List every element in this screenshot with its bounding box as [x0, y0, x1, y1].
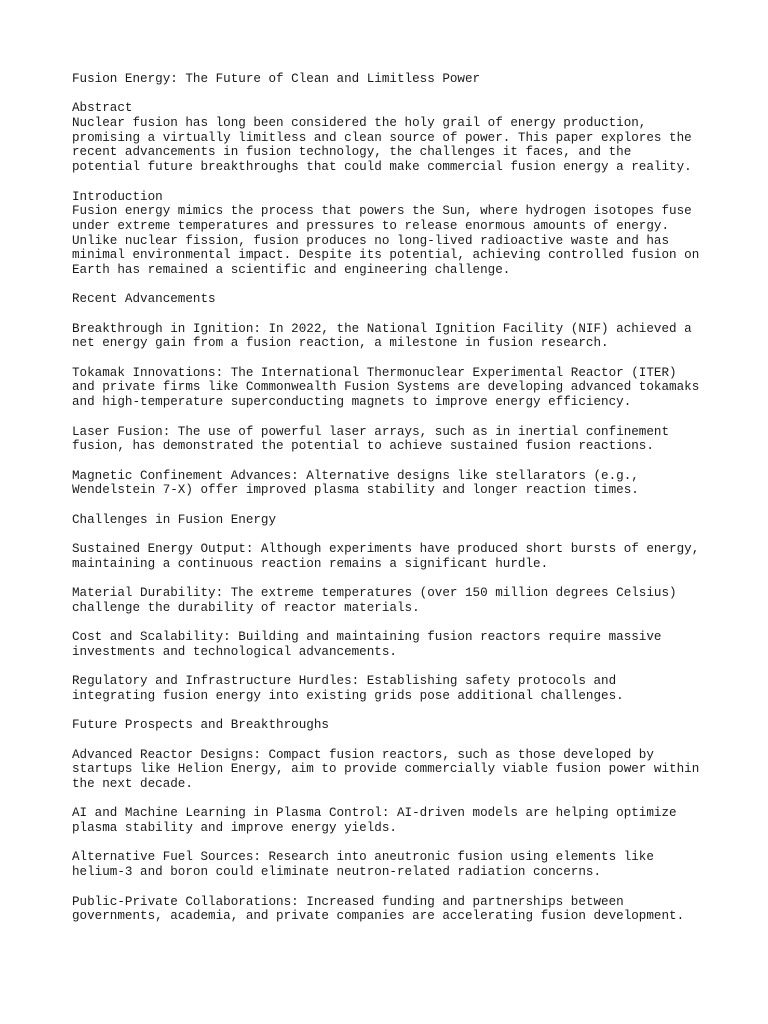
item-line: net energy gain from a fusion reaction, a milestone in fusion research. [72, 336, 609, 351]
item-line: startups like Helion Energy, aim to provide commercially viable fusion power within [72, 762, 700, 777]
introduction-section [72, 190, 712, 278]
challenge-item [72, 542, 712, 571]
item-line: challenge the durability of reactor materials. [72, 600, 420, 615]
item-line: Alternative Fuel Sources: Research into aneutronic fusion using elements like [72, 850, 654, 865]
introduction-line: under extreme temperatures and pressures to release enormous amounts of energy. [72, 218, 670, 233]
item-line: maintaining a continuous reaction remains a significant hurdle. [72, 556, 549, 571]
item-line: Advanced Reactor Designs: Compact fusion reactors, such as those developed by [72, 747, 654, 762]
item-line: Magnetic Confinement Advances: Alternative designs like stellarators (e.g., [72, 468, 639, 483]
introduction-line: Earth has remained a scientific and engineering challenge. [72, 262, 511, 277]
item-line: Breakthrough in Ignition: In 2022, the National Ignition Facility (NIF) achieved a [72, 321, 692, 336]
item-line: Material Durability: The extreme temperatures (over 150 million degrees Celsius) [72, 586, 677, 601]
item-line: and private firms like Commonwealth Fusion Systems are developing advanced tokamaks [72, 380, 700, 395]
introduction-line: Fusion energy mimics the process that powers the Sun, where hydrogen isotopes fuse [72, 204, 692, 219]
item-line: Sustained Energy Output: Although experiments have produced short bursts of energy, [72, 542, 700, 556]
abstract-line: recent advancements in fusion technology, the challenges it faces, and the [72, 145, 632, 160]
future-item [72, 748, 712, 792]
advancement-item [72, 322, 712, 351]
item-line: helium-3 and boron could eliminate neutron-related radiation concerns. [72, 865, 602, 880]
item-line: Public-Private Collaborations: Increased funding and partnerships between [72, 894, 624, 909]
item-line: Cost and Scalability: Building and maintaining fusion reactors require massive [72, 630, 662, 645]
document-page [72, 72, 712, 924]
item-line: governments, academia, and private companies are accelerating fusion development. [72, 909, 685, 924]
abstract-line: promising a virtually limitless and clean source of power. This paper explores the [72, 130, 692, 145]
advancement-item [72, 425, 712, 454]
section-heading-future: Future Prospects and Breakthroughs [72, 718, 329, 733]
advancement-item [72, 366, 712, 410]
item-line: and high-temperature superconducting magnets to improve energy efficiency. [72, 395, 632, 410]
item-line: AI and Machine Learning in Plasma Control: AI-driven models are helping optimize [72, 806, 677, 821]
item-line: Wendelstein 7-X) offer improved plasma stability and longer reaction times. [72, 483, 639, 498]
future-item [72, 850, 712, 879]
abstract-section [72, 101, 712, 174]
introduction-line: Unlike nuclear fission, fusion produces no long-lived radioactive waste and has [72, 233, 670, 248]
abstract-line: Nuclear fusion has long been considered the holy grail of energy production, [72, 116, 647, 131]
section-heading-abstract: Abstract [72, 101, 133, 116]
challenge-item [72, 674, 712, 703]
item-line: Tokamak Innovations: The International Thermonuclear Experimental Reactor (ITER) [72, 365, 677, 380]
item-line: Regulatory and Infrastructure Hurdles: Establishing safety protocols and [72, 674, 617, 689]
introduction-line: minimal environmental impact. Despite its potential, achieving controlled fusion on [72, 248, 700, 263]
document-title: Fusion Energy: The Future of Clean and Limitless Power [72, 72, 481, 86]
abstract-line: potential future breakthroughs that could make commercial fusion energy a reality. [72, 160, 692, 175]
section-heading-recent-advancements: Recent Advancements [72, 292, 216, 307]
item-line: Laser Fusion: The use of powerful laser arrays, such as in inertial confinement [72, 424, 670, 439]
item-line: integrating fusion energy into existing grids pose additional challenges. [72, 688, 624, 703]
section-heading-introduction: Introduction [72, 189, 163, 204]
section-heading-challenges: Challenges in Fusion Energy [72, 512, 277, 527]
item-line: the next decade. [72, 777, 193, 791]
challenge-item [72, 630, 712, 659]
advancement-item [72, 469, 712, 498]
item-line: fusion, has demonstrated the potential to achieve sustained fusion reactions. [72, 439, 654, 454]
item-line: plasma stability and improve energy yields. [72, 821, 397, 836]
future-item [72, 806, 712, 835]
future-item [72, 895, 712, 924]
item-line: investments and technological advancements. [72, 644, 397, 659]
challenge-item [72, 586, 712, 615]
